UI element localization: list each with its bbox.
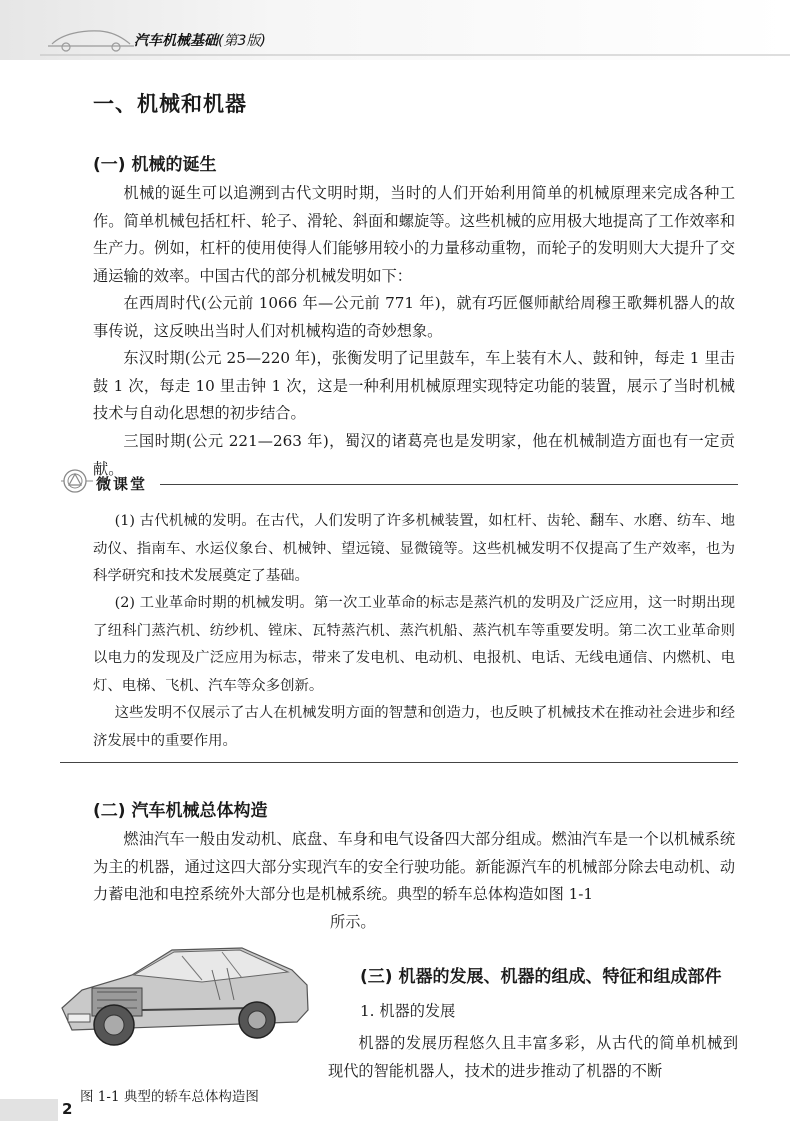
- running-header: 汽车机械基础(第3版): [134, 33, 266, 49]
- micro-class-title: 微课堂: [96, 475, 148, 493]
- micro-class-paragraph-3: 这些发明不仅展示了古人在机械发明方面的智慧和创造力，也反映了机械技术在推动社会进步和经济发展中的重要作用。: [93, 705, 735, 749]
- micro-class-top-rule: [160, 484, 738, 485]
- footer-bar: [0, 1099, 58, 1121]
- paragraph-birth-intro: 机械的诞生可以追溯到古代文明时期，当时的人们开始利用简单的机械原理来完成各种工作。简单机械包括杠杆、轮子、滑轮、斜面和螺旋等。这些机械的应用极大地提高了工作效率和生产力。例如，杠杆的使用使得人们能够用较小的力量移动重物，而轮子的发明则大大提升了交通运输的效率。中国古代的部分机械发明如下：: [93, 184, 735, 285]
- machine-dev-heading: 1. 机器的发展: [360, 1002, 456, 1020]
- machine-dev-paragraph: 机器的发展历程悠久且丰富多彩，从古代的简单机械到现代的智能机器人，技术的进步推动了机器的不断: [328, 1034, 738, 1080]
- micro-class-icon: [60, 466, 94, 496]
- paragraph-car-structure: 燃油汽车一般由发动机、底盘、车身和电气设备四大部分组成。燃油汽车是一个以机械系统为主的机器，通过这四大部分实现汽车的安全行驶功能。新能源汽车的机械部分除去电动机、动力蓄电池和电控系统外大部分也是机械系统。典型的轿车总体构造如图 1-1: [93, 830, 735, 903]
- micro-class-bottom-rule: [60, 762, 738, 763]
- paragraph-eastern-han: 东汉时期(公元 25—220 年)，张衡发明了记里鼓车，车上装有木人、鼓和钟，每走 1 里击鼓 1 次，每走 10 里击钟 1 次，这是一种利用机械原理实现特定功能的装置，展示了当时机械技术与自动化思想的初步结合。: [93, 349, 735, 422]
- subsection-title-machine-development: (三) 机器的发展、机器的组成、特征和组成部件: [360, 967, 722, 987]
- micro-class-paragraph-2: (2) 工业革命时期的机械发明。第一次工业革命的标志是蒸汽机的发明及广泛应用，这一时期出现了纽科门蒸汽机、纺纱机、镗床、瓦特蒸汽机、蒸汽机船、蒸汽机车等重要发明。第二次工业革命则以电力的发现及广泛应用为标志，带来了发电机、电动机、电报机、电话、无线电通信、内燃机、电灯、电梯、飞机、汽车等众多创新。: [93, 595, 735, 694]
- section-title: 一、机械和机器: [93, 92, 247, 116]
- figure-caption: 图 1-1 典型的轿车总体构造图: [80, 1089, 259, 1105]
- paragraph-car-structure-end: 所示。: [330, 913, 376, 931]
- subsection-title-car-structure: (二) 汽车机械总体构造: [93, 801, 268, 821]
- subsection-title-birth: (一) 机械的诞生: [93, 155, 217, 175]
- paragraph-western-zhou: 在西周时代(公元前 1066 年—公元前 771 年)，就有巧匠偃师献给周穆王歌舞机器人的故事传说，这反映出当时人们对机械构造的奇妙想象。: [93, 294, 735, 340]
- micro-class-paragraph-1: (1) 古代机械的发明。在古代，人们发明了许多机械装置，如杠杆、齿轮、翻车、水磨、纺车、地动仪、指南车、水运仪象台、机械钟、望远镜、显微镜等。这些机械发明不仅提高了生产效率，也为科学研究和技术发展奠定了基础。: [93, 513, 735, 584]
- car-structure-figure: [52, 930, 314, 1060]
- paragraph-three-kingdoms: 三国时期(公元 221—263 年)，蜀汉的诸葛亮也是发明家，他在机械制造方面也有一定贡献。: [93, 432, 735, 478]
- page-number: 2: [62, 1100, 73, 1118]
- header-banner: [0, 0, 790, 62]
